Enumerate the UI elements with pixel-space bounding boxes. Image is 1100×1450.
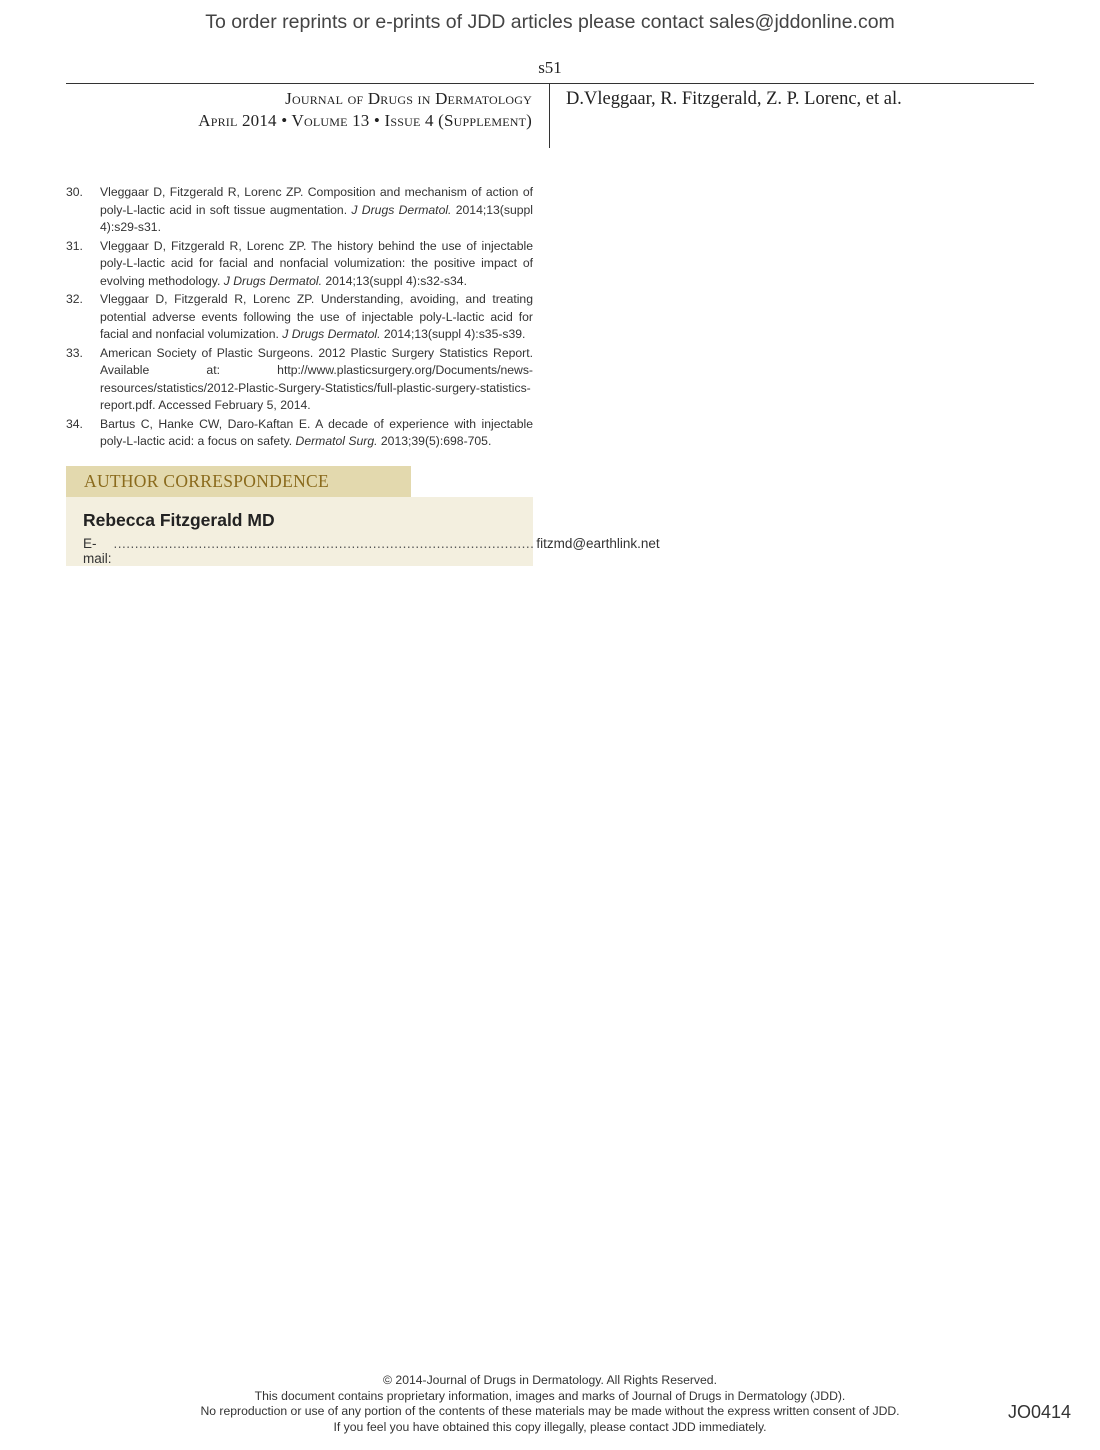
reference-citation: 2014;13(suppl 4):s35-s39. — [380, 327, 526, 341]
footer-line: No reproduction or use of any portion of the contents of these materials may be made without the express written consent of JDD. — [200, 1404, 900, 1418]
reference-number: 31. — [66, 238, 83, 253]
reference-number: 30. — [66, 185, 83, 199]
reference-number: 33. — [66, 345, 83, 360]
reference-number: 34. — [66, 416, 83, 431]
journal-issue-line: April 2014 • Volume 13 • Issue 4 (Supplement) — [198, 111, 532, 130]
reference-citation: 2014;13(suppl 4):s29-s31. — [100, 202, 534, 234]
reference-citation: 2013;39(5):698-705. — [377, 434, 492, 448]
footer-line: This document contains proprietary information, images and marks of Journal of Drugs in Dermatology (JDD). — [254, 1388, 846, 1403]
reference-item — [66, 345, 533, 415]
reference-body: Bartus C, Hanke CW, Daro-Kaftan E. A decade of experience with injectable poly-L-lactic acid: a focus on safety. — [100, 416, 533, 448]
footer-line: © 2014-Journal of Drugs in Dermatology. All Rights Reserved. — [383, 1373, 717, 1387]
reprint-notice: To order reprints or e-prints of JDD articles please contact sales@jddonline.com — [205, 11, 895, 33]
copyright-footer — [0, 1373, 1100, 1435]
reference-text — [100, 184, 533, 237]
footer-line: If you feel you have obtained this copy illegally, please contact JDD immediately. — [333, 1419, 767, 1434]
reference-list — [66, 184, 533, 452]
reference-number: 32. — [66, 292, 83, 306]
reference-journal: J Drugs Dermatol. — [223, 273, 322, 288]
reference-journal: J Drugs Dermatol. — [351, 202, 452, 217]
journal-masthead — [66, 88, 532, 132]
correspondent-email-row — [83, 536, 660, 566]
author-correspondence-box — [66, 497, 660, 566]
reference-citation: 2014;13(suppl 4):s32-s34. — [321, 273, 467, 288]
running-authors: D.Vleggaar, R. Fitzgerald, Z. P. Lorenc, et al. — [566, 89, 902, 109]
reference-journal: J Drugs Dermatol. — [282, 327, 381, 341]
reference-journal: Dermatol Surg. — [295, 434, 378, 448]
header-divider — [549, 84, 550, 148]
reference-body: American Society of Plastic Surgeons. 2012 Plastic Surgery Statistics Report. Available at: http://www.plasticsurgery.org/Documents/news-resources/statistics/2012-Plastic-Surgery-Statistics/full-plastic-surgery-statistics-report.pdf. Accessed February 5, 2014. — [100, 345, 533, 412]
reference-text — [100, 291, 533, 344]
reference-item — [66, 416, 533, 451]
author-correspondence-header — [66, 466, 411, 497]
correspondent-name: Rebecca Fitzgerald MD — [83, 510, 275, 530]
reference-item — [66, 291, 533, 344]
journal-name: Journal of Drugs in Dermatology — [285, 89, 532, 108]
reference-body: Vleggaar D, Fitzgerald R, Lorenc ZP. Composition and mechanism of action of poly-L-lactic acid in soft tissue augmentation. — [100, 185, 533, 217]
email-address: fitzmd@earthlink.net — [536, 536, 660, 551]
author-correspondence-title: AUTHOR CORRESPONDENCE — [84, 471, 330, 491]
header-rule — [66, 83, 1034, 84]
reference-text — [100, 345, 533, 415]
reference-item — [66, 238, 533, 291]
email-leader-dots: ................................................................................................... — [113, 536, 535, 551]
reference-text — [100, 416, 533, 451]
reference-body: Vleggaar D, Fitzgerald R, Lorenc ZP. Understanding, avoiding, and treating potential adverse events following the use of injectable poly-L-lactic acid for facial and nonfacial volumization. — [100, 292, 533, 341]
reference-item — [66, 184, 533, 237]
reference-text — [100, 238, 533, 291]
document-code: JO0414 — [1008, 1402, 1072, 1422]
page-number: s51 — [538, 58, 562, 77]
reference-body: Vleggaar D, Fitzgerald R, Lorenc ZP. The history behind the use of injectable poly-L-lactic acid for facial and nonfacial volumization: the positive impact of evolving methodology. — [100, 238, 533, 288]
email-label: E-mail: — [83, 536, 112, 566]
